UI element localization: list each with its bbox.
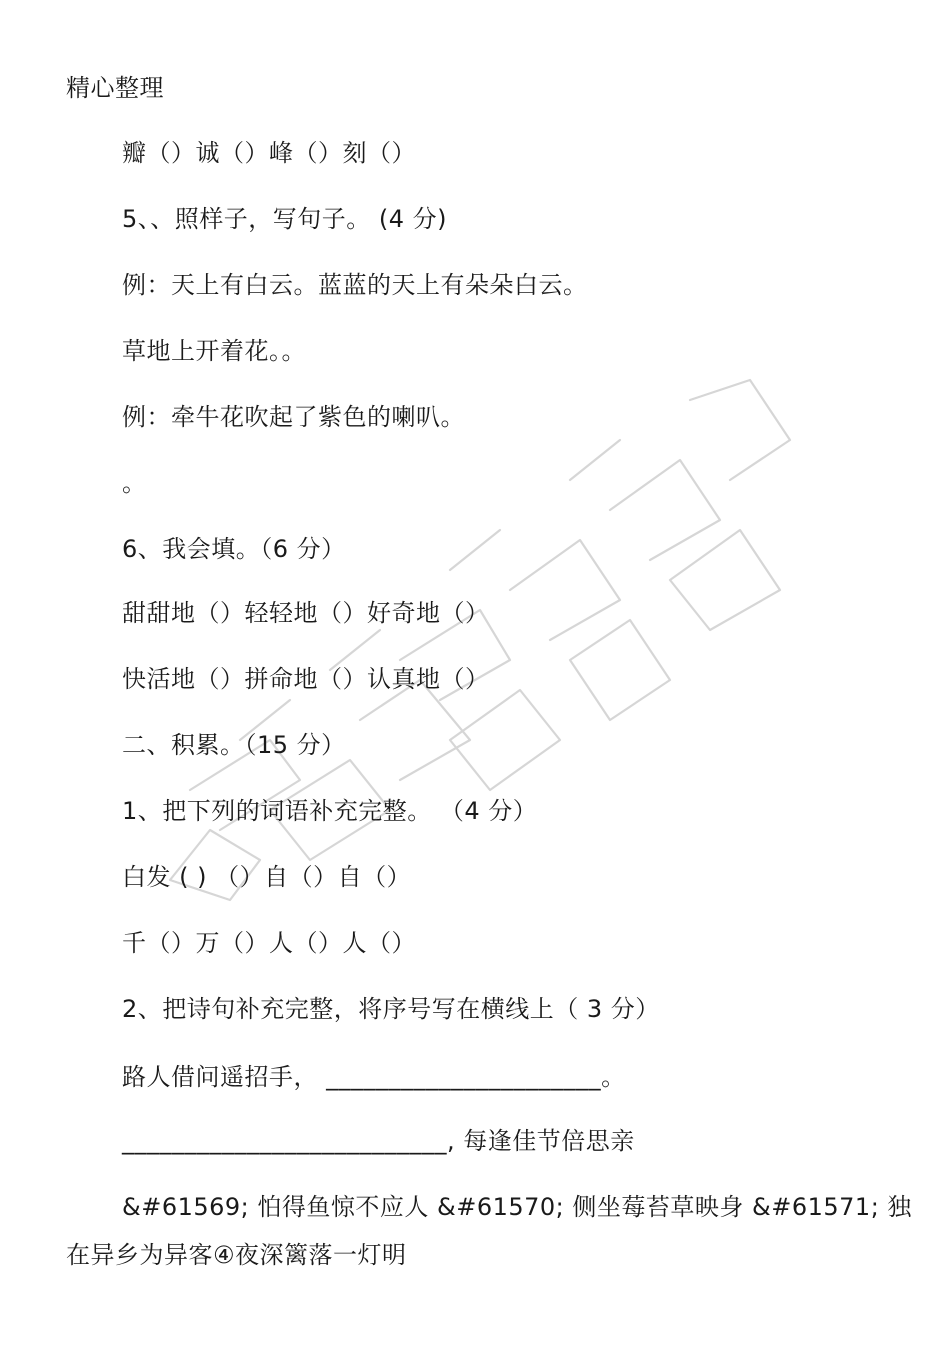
line-section2-title: 二、积累。（15 分） — [122, 731, 346, 759]
line-options-1: &#61569; 怕得鱼惊不应人 &#61570; 侧坐莓苔草映身 &#61571; 独 — [122, 1193, 912, 1221]
line-q5-task1: 草地上开着花。。 — [122, 337, 306, 365]
line-q5-task2: 。 — [122, 469, 147, 497]
line-q5-example2: 例：牵牛花吹起了紫色的喇叭。 — [122, 403, 465, 431]
watermark-stamp — [150, 360, 810, 920]
line-poem-2: __________________________, 每逢佳节倍思亲 — [122, 1127, 635, 1155]
line-options-2: 在异乡为异客④夜深篱落一灯明 — [66, 1241, 407, 1269]
line-s2q1-row1: 白发 ( ) （）自（）自（） — [122, 863, 412, 891]
line-char-blanks: 瓣（）诚（）峰（）刻（） — [122, 139, 416, 167]
line-poem-1: 路人借问遥招手， ______________________。 — [122, 1063, 626, 1091]
line-q5-title: 5、、照样子，写句子。 (4 分) — [122, 205, 448, 233]
line-s2q1-row2: 千（）万（）人（）人（） — [122, 929, 416, 957]
line-q6-row2: 快活地（）拼命地（）认真地（） — [122, 665, 490, 693]
line-s2q1-title: 1、把下列的词语补充完整。 （4 分） — [122, 797, 538, 825]
line-q6-title: 6、我会填。（6 分） — [122, 535, 346, 563]
page-header: 精心整理 — [66, 74, 164, 102]
line-q6-row1: 甜甜地（）轻轻地（）好奇地（） — [122, 599, 490, 627]
line-s2q2-title: 2、把诗句补充完整，将序号写在横线上（ 3 分） — [122, 995, 660, 1023]
line-q5-example1: 例：天上有白云。蓝蓝的天上有朵朵白云。 — [122, 271, 588, 299]
